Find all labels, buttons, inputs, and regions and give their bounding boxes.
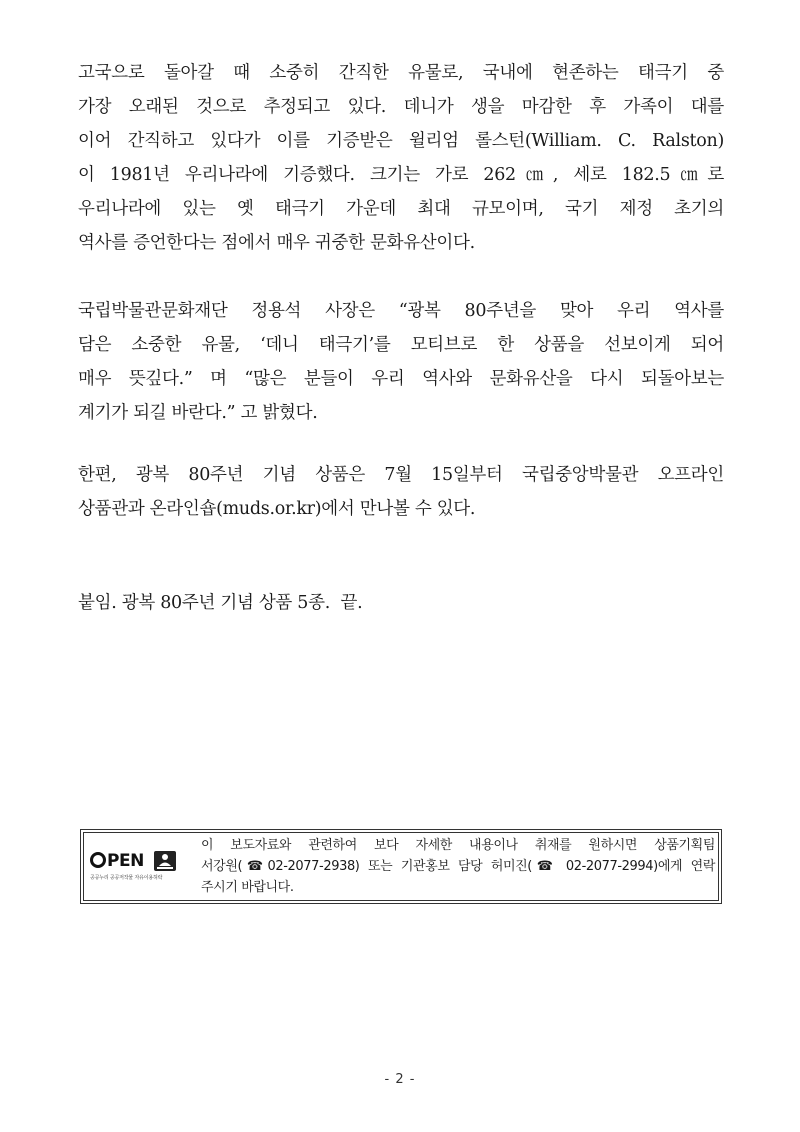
- paragraph-line: 담은 소중한 유물, ‘데니 태극기’를 모티브로 한 상품을 선보이게 되어: [78, 335, 724, 355]
- contact-line: 주시기 바랍니다.: [201, 880, 294, 895]
- attachment-note: 붙임. 광복 80주년 기념 상품 5종. 끝.: [78, 593, 363, 613]
- license-type-icon: [154, 851, 176, 871]
- paragraph-line: 가장 오래된 것으로 추정되고 있다. 데니가 생을 마감한 후 가족이 대를: [78, 97, 724, 117]
- body-paragraph-1: [78, 56, 724, 260]
- open-logo-caption: 공공누리 공공저작물 자유이용허락: [90, 875, 163, 881]
- paragraph-line: 한편, 광복 80주년 기념 상품은 7월 15일부터 국립중앙박물관 오프라인: [78, 465, 724, 485]
- open-logo-wordmark: PEN: [90, 850, 144, 872]
- paragraph-line: 우리나라에 있는 옛 태극기 가운데 최대 규모이며, 국기 제정 초기의: [78, 199, 724, 219]
- contact-text: [201, 835, 715, 898]
- contact-line: 이 보도자료와 관련하여 보다 자세한 내용이나 취재를 원하시면 상품기획팀: [201, 838, 715, 853]
- paragraph-line: 고국으로 돌아갈 때 소중히 간직한 유물로, 국내에 현존하는 태극기 중: [78, 63, 724, 83]
- page-number: - 2 -: [384, 1072, 416, 1087]
- paragraph-line: 계기가 되길 바란다.” 고 밝혔다.: [78, 403, 318, 423]
- body-paragraph-3: [78, 458, 724, 526]
- contact-info-box: [80, 829, 722, 904]
- contact-line: 서강원(☎02-2077-2938) 또는 기관홍보 담당 허미진(☎ 02-2077-2994)에게 연락: [201, 859, 715, 874]
- paragraph-line: 국립박물관문화재단 정용석 사장은 “광복 80주년을 맞아 우리 역사를: [78, 301, 724, 321]
- paragraph-line: 매우 뜻깊다.” 며 “많은 분들이 우리 역사와 문화유산을 다시 되돌아보는: [78, 369, 724, 389]
- paragraph-line: 상품관과 온라인숍(muds.or.kr)에서 만나볼 수 있다.: [78, 499, 476, 519]
- paragraph-line: 이어 간직하고 있다가 이를 기증받은 윌리엄 롤스턴(William. C. Ralston): [78, 131, 724, 151]
- body-paragraph-2: [78, 294, 724, 430]
- kogl-open-license-logo: [90, 850, 182, 884]
- paragraph-line: 역사를 증언한다는 점에서 매우 귀중한 문화유산이다.: [78, 233, 475, 253]
- paragraph-line: 이 1981년 우리나라에 기증했다. 크기는 가로 262㎝, 세로 182.5㎝로: [78, 165, 724, 185]
